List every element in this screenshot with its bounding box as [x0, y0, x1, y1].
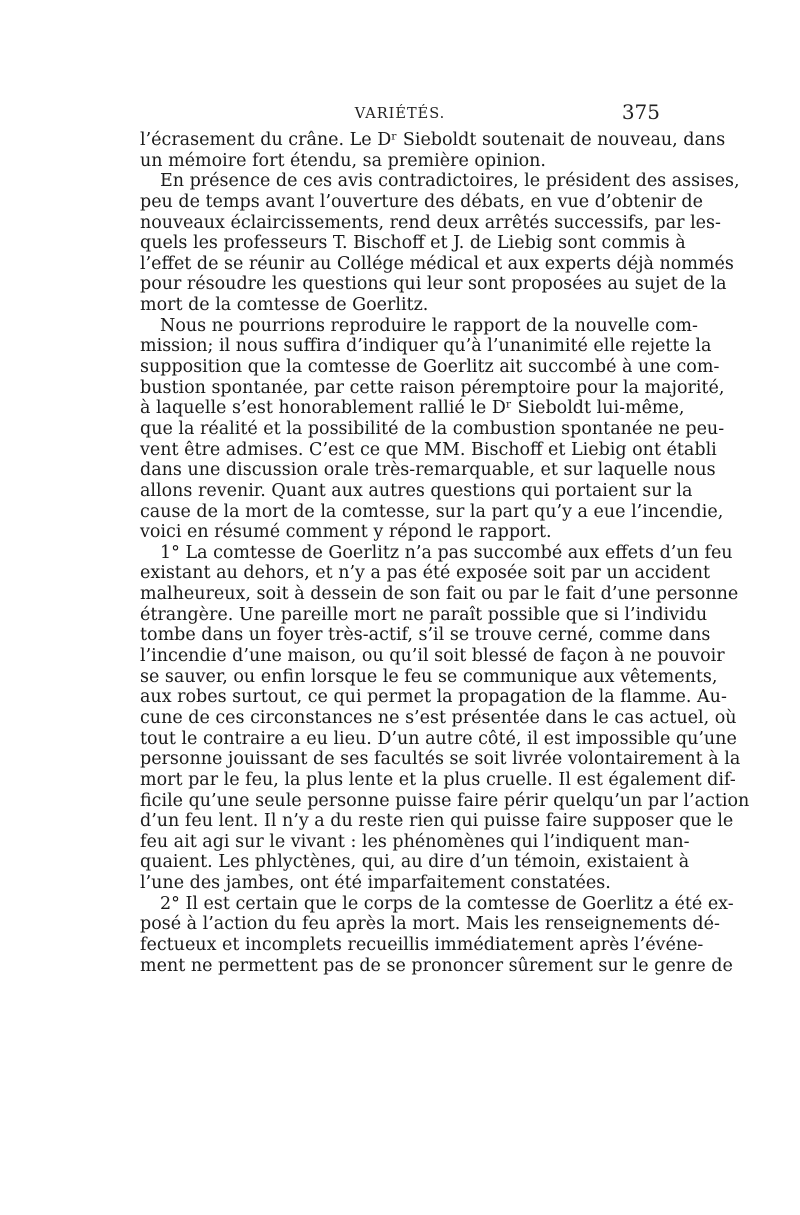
text-line: existant au dehors, et n’y a pas été exposée soit par un accident — [140, 563, 711, 584]
text-line: En présence de ces avis contradictoires, le président des assises, — [160, 171, 740, 192]
text-line: que la réalité et la possibilité de la combustion spontanée ne peu- — [140, 418, 725, 439]
text-line: tout le contraire a eu lieu. D’un autre côté, il est impossible qu’une — [140, 728, 737, 749]
text-line: mort par le feu, la plus lente et la plus cruelle. Il est également dif- — [140, 769, 736, 790]
text-line: Nous ne pourrions reproduire le rapport de la nouvelle com- — [160, 315, 698, 336]
text-line: tombe dans un foyer très-actif, s’il se trouve cerné, comme dans — [140, 625, 711, 646]
text-line: bustion spontanée, par cette raison péremptoire pour la majorité, — [140, 377, 725, 398]
text-line: d’un feu lent. Il n’y a du reste rien qui puisse faire supposer que le — [140, 811, 734, 832]
text-line: à laquelle s’est honorablement rallié le Dʳ Sieboldt lui-même, — [140, 398, 685, 419]
text-line: quels les professeurs T. Bischoff et J. de Liebig sont commis à — [140, 233, 686, 254]
text-line: 1° La comtesse de Goerlitz n’a pas succombé aux effets d’un feu — [160, 542, 733, 563]
text-line: peu de temps avant l’ouverture des débats, en vue d’obtenir de — [140, 191, 703, 212]
page-number: 375 — [621, 100, 660, 124]
text-line: ficile qu’une seule personne puisse faire périr quelqu’un par l’action — [140, 790, 750, 811]
text-line: fectueux et incomplets recueillis immédiatement après l’événe- — [140, 934, 704, 955]
text-line: mission; il nous suffira d’indiquer qu’à l’unanimité elle rejette la — [140, 336, 712, 357]
running-head: VARIÉTÉS. — [354, 106, 446, 122]
text-line: l’effet de se réunir au Collége médical et aux experts déjà nommés — [140, 253, 734, 274]
text-line: feu ait agi sur le vivant : les phénomènes qui l’indiquent man- — [140, 831, 690, 852]
text-line: l’incendie d’une maison, ou qu’il soit blessé de façon à ne pouvoir — [140, 646, 725, 667]
text-line: mort de la comtesse de Goerlitz. — [140, 295, 429, 316]
text-line: ment ne permettent pas de se prononcer sûrement sur le genre de — [140, 955, 733, 976]
text-line: dans une discussion orale très-remarquable, et sur laquelle nous — [140, 460, 716, 481]
text-line: posé à l’action du feu après la mort. Mais les renseignements dé- — [140, 914, 720, 935]
text-line: cause de la mort de la comtesse, sur la part qu’y a eue l’incendie, — [140, 501, 724, 522]
text-line: supposition que la comtesse de Goerlitz ait succombé à une com- — [140, 357, 720, 378]
text-line: aux robes surtout, ce qui permet la propagation de la flamme. Au- — [140, 687, 727, 708]
page-header — [140, 100, 660, 128]
text-line: allons revenir. Quant aux autres questions qui portaient sur la — [140, 480, 693, 501]
text-line: voici en résumé comment y répond le rapport. — [140, 522, 552, 543]
text-line: nouveaux éclaircissements, rend deux arrêtés successifs, par les- — [140, 212, 721, 233]
text-line: étrangère. Une pareille mort ne paraît possible que si l’individu — [140, 604, 708, 625]
text-line: l’écrasement du crâne. Le Dʳ Sieboldt soutenait de nouveau, dans — [140, 130, 726, 150]
text-line: personne jouissant de ses facultés se soit livrée volontairement à la — [140, 749, 741, 770]
text-line: cune de ces circonstances ne s’est présentée dans le cas actuel, où — [140, 707, 737, 728]
text-line: pour résoudre les questions qui leur sont proposées au sujet de la — [140, 274, 727, 295]
body-text — [140, 130, 750, 976]
text-line: 2° Il est certain que le corps de la comtesse de Goerlitz a été ex- — [160, 893, 734, 914]
text-line: quaient. Les phlyctènes, qui, au dire d’un témoin, existaient à — [140, 852, 690, 873]
text-line: se sauver, ou enfin lorsque le feu se communique aux vêtements, — [140, 666, 718, 687]
text-line: un mémoire fort étendu, sa première opinion. — [140, 150, 546, 171]
text-line: malheureux, soit à dessein de son fait ou par le fait d’une personne — [140, 584, 739, 605]
text-line: vent être admises. C’est ce que MM. Bischoff et Liebig ont établi — [140, 439, 717, 460]
text-line: l’une des jambes, ont été imparfaitement constatées. — [140, 873, 611, 894]
